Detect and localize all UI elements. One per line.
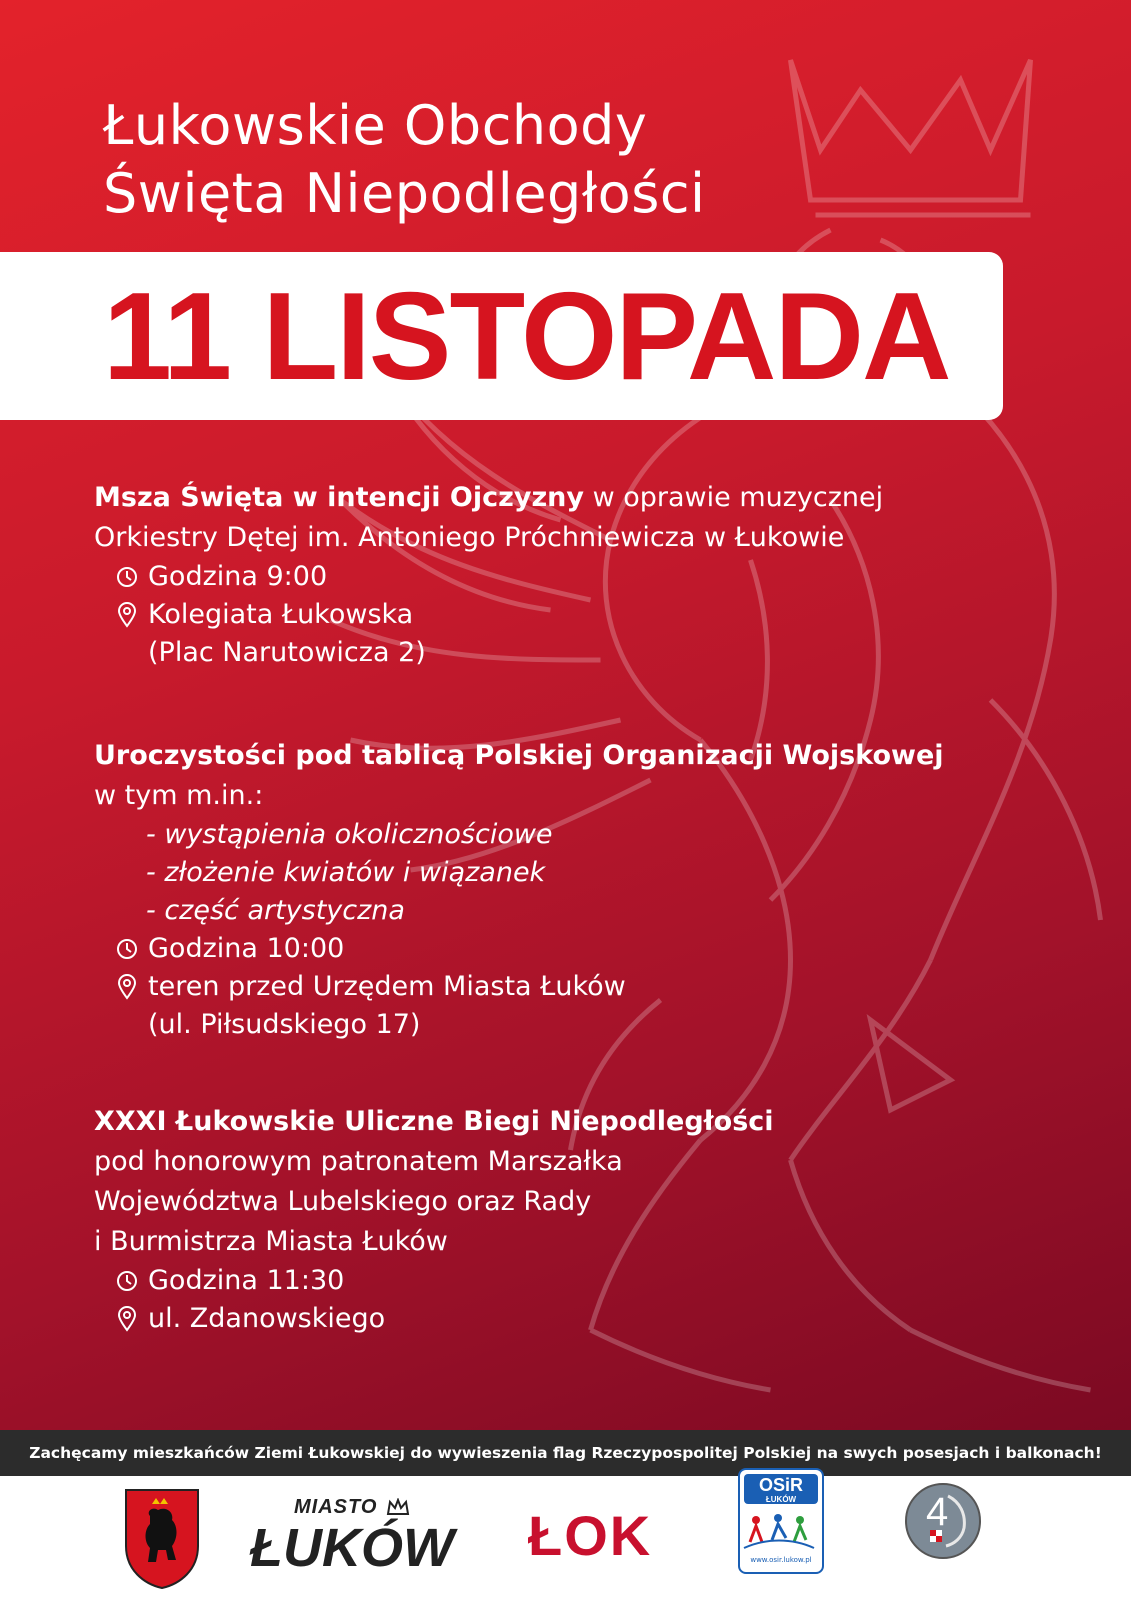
title-line-2: Święta Niepodległości (103, 162, 706, 225)
event-mass: Msza Święta w intencji Ojczyzny w oprawie muzycznej Orkiestry Dętej im. Antoniego Próchniewicza w Łukowie Godzina 9:00 Kolegiata Łukowska (Plac Narutowicza 2) (94, 478, 883, 672)
event-description: Msza Święta w intencji Ojczyzny w oprawie muzycznej (94, 482, 884, 513)
list-item: - część artystyczna (146, 895, 405, 926)
list-item: - złożenie kwiatów i wiązanek (146, 857, 546, 888)
event-run: XXXI Łukowskie Uliczne Biegi Niepodległości pod honorowym patronatem Marszałka Województwa Lubelskiego oraz Rady i Burmistrza Miasta Łuków Godzina 11:30 ul. Zdanowskiego (94, 1102, 774, 1338)
clock-icon (114, 1262, 140, 1300)
location-pin-icon (114, 596, 140, 634)
sport-figures-icon (740, 1508, 818, 1552)
event-place: Kolegiata Łukowska (Plac Narutowicza 2) (114, 596, 883, 672)
event-title: XXXI Łukowskie Uliczne Biegi Niepodległości (94, 1106, 774, 1137)
partner-logos (0, 1476, 1131, 1600)
crown-icon (386, 1498, 410, 1516)
clock-icon (114, 558, 140, 596)
event-title: Uroczystości pod tablicą Polskiej Organizacji Wojskowej (94, 740, 944, 771)
event-ceremony: Uroczystości pod tablicą Polskiej Organizacji Wojskowej w tym m.in.: - wystąpienia okolicznościowe - złożenie kwiatów i wiązanek - część artystyczna Godzina 10:00 teren przed Urzędem Miasta Łuków (ul. Piłsudskiego 17) (94, 736, 944, 1044)
event-place: teren przed Urzędem Miasta Łuków (ul. Piłsudskiego 17) (114, 968, 944, 1044)
coat-of-arms-icon (122, 1486, 202, 1590)
event-date: 11 LISTOPADA (103, 268, 950, 406)
event-time: Godzina 11:30 (114, 1262, 774, 1300)
miasto-lukow-logo: MIASTO ŁUKÓW (250, 1496, 454, 1578)
lok-logo: ŁOK (528, 1504, 653, 1567)
program-list (146, 816, 944, 930)
location-pin-icon (114, 1300, 140, 1338)
clock-icon (114, 930, 140, 968)
footer-appeal-bar: Zachęcamy mieszkańców Ziemi Łukowskiej do wywieszenia flag Rzeczypospolitej Polskiej na swych posesjach i balkonach! (0, 1430, 1131, 1476)
osir-logo: OSiR ŁUKÓW www.osir.lukow.pl (738, 1468, 824, 1574)
military-emblem: 4 (904, 1482, 982, 1560)
location-pin-icon (114, 968, 140, 1006)
list-item: - wystąpienia okolicznościowe (146, 819, 553, 850)
event-time: Godzina 9:00 (114, 558, 883, 596)
poster-title (103, 92, 706, 228)
event-time: Godzina 10:00 (114, 930, 944, 968)
event-place: ul. Zdanowskiego (114, 1300, 774, 1338)
event-title: Msza Święta w intencji Ojczyzny (94, 482, 584, 513)
title-line-1: Łukowskie Obchody (103, 94, 648, 157)
